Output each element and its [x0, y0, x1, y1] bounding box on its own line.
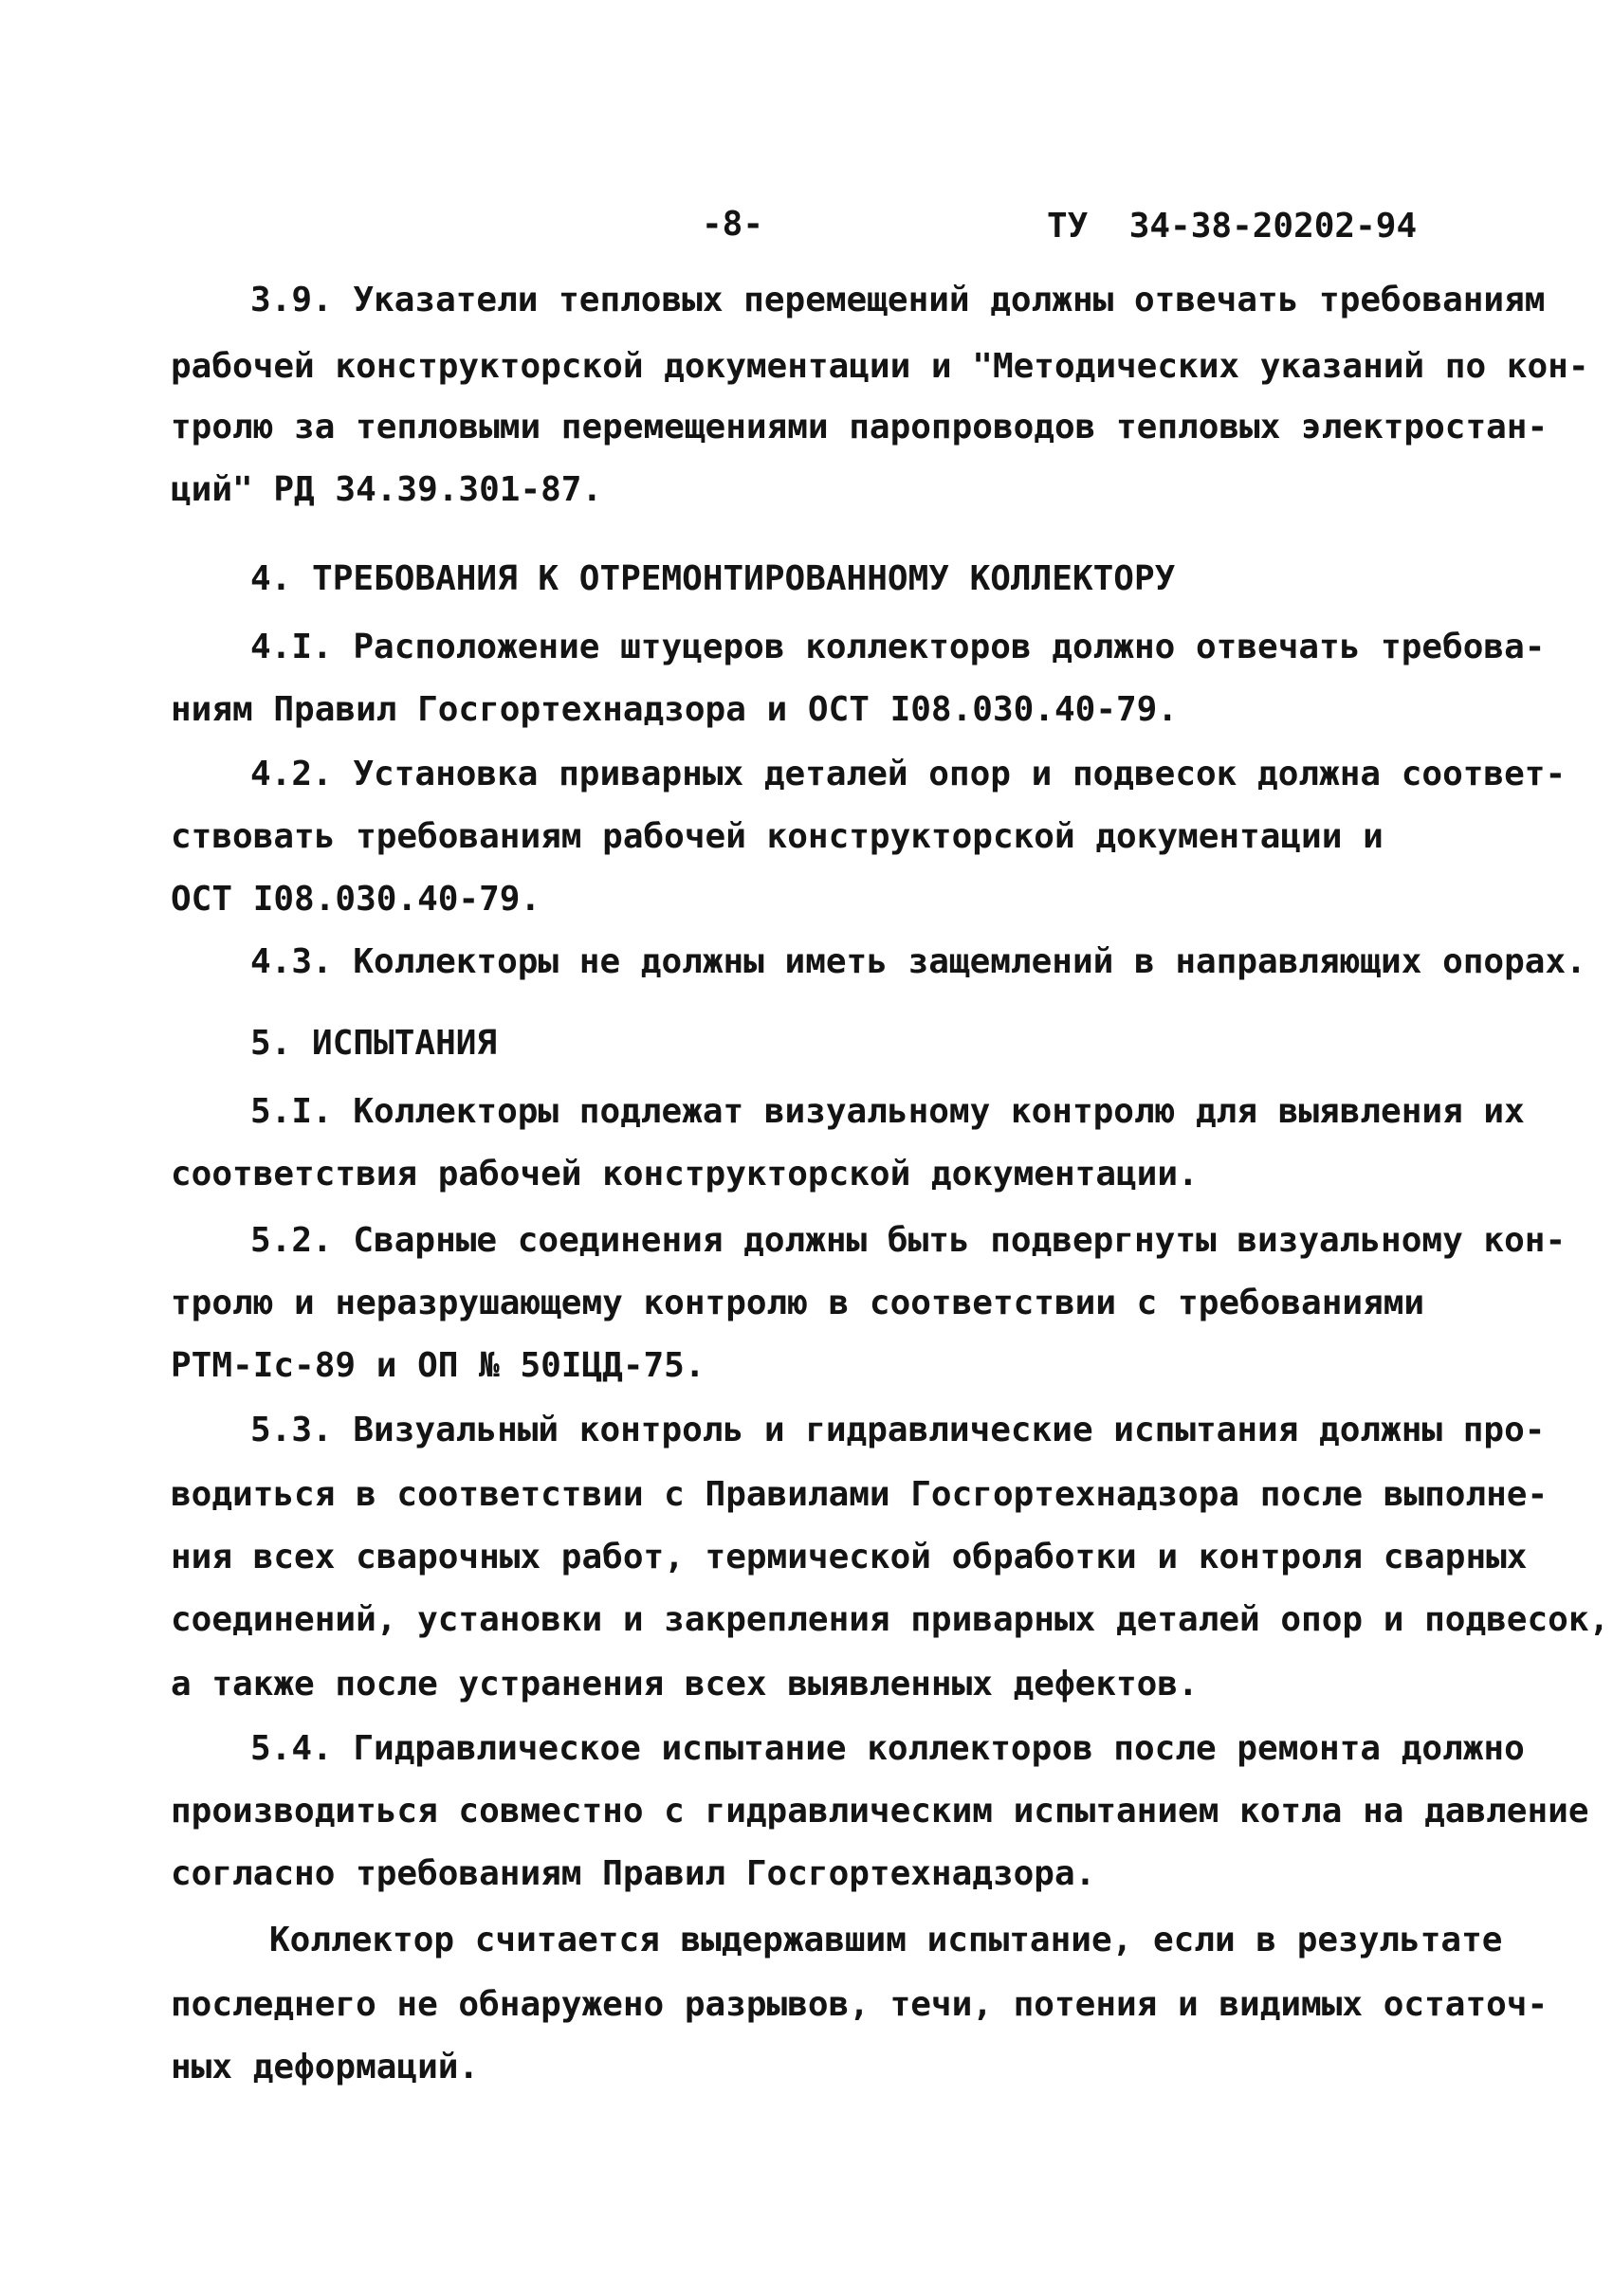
paragraph-4-2-line: ствовать требованиям рабочей конструкторской документации и [171, 817, 1384, 856]
paragraph-5-4-line: 5.4. Гидравлическое испытание коллекторов после ремонта должно [250, 1729, 1525, 1768]
paragraph-4-3-line: 4.3. Коллекторы не должны иметь защемлений в направляющих опорах. [250, 942, 1586, 981]
paragraph-5-3-line: водиться в соответствии с Правилами Госгортехнадзора после выполне- [171, 1475, 1549, 1514]
paragraph-4-2-line: ОСТ I08.030.40-79. [171, 880, 541, 919]
section-4-heading: 4. ТРЕБОВАНИЯ К ОТРЕМОНТИРОВАННОМУ КОЛЛЕКТОРУ [250, 559, 1176, 598]
paragraph-5-1-line: соответствия рабочей конструкторской документации. [171, 1155, 1199, 1194]
paragraph-3-9-line: 3.9. Указатели тепловых перемещений должны отвечать требованиям [250, 281, 1546, 319]
paragraph-4-1-line: ниям Правил Госгортехнадзора и ОСТ I08.030.40-79. [171, 690, 1179, 729]
paragraph-test-result-line: Коллектор считается выдержавшим испытание, если в результате [269, 1921, 1503, 1959]
paragraph-5-2-line: тролю и неразрушающему контролю в соответствии с требованиями [171, 1284, 1425, 1322]
paragraph-5-3-line: а также после устранения всех выявленных дефектов. [171, 1665, 1199, 1704]
paragraph-3-9-line: тролю за тепловыми перемещениями паропроводов тепловых электростан- [171, 408, 1549, 446]
paragraph-3-9-line: рабочей конструкторской документации и "Методических указаний по кон- [171, 347, 1589, 386]
paragraph-5-3-line: 5.3. Визуальный контроль и гидравлические испытания должны про- [250, 1411, 1546, 1449]
paragraph-5-2-line: 5.2. Сварные соединения должны быть подвергнуты визуальному кон- [250, 1221, 1567, 1260]
paragraph-5-1-line: 5.I. Коллекторы подлежат визуальному контролю для выявления их [250, 1092, 1525, 1131]
section-5-heading: 5. ИСПЫТАНИЯ [250, 1024, 498, 1063]
paragraph-4-2-line: 4.2. Установка приварных деталей опор и подвесок должна соответ- [250, 755, 1567, 793]
paragraph-5-2-line: РТМ-Iс-89 и ОП № 50IЦД-75. [171, 1346, 706, 1385]
paragraph-4-1-line: 4.I. Расположение штуцеров коллекторов должно отвечать требова- [250, 628, 1546, 666]
paragraph-5-3-line: ния всех сварочных работ, термической обработки и контроля сварных [171, 1538, 1528, 1576]
paragraph-5-4-line: согласно требованиям Правил Госгортехнадзора. [171, 1854, 1096, 1893]
document-code: ТУ 34-38-20202-94 [1047, 207, 1418, 246]
paragraph-test-result-line: ных деформаций. [171, 2048, 480, 2086]
paragraph-5-3-line: соединений, установки и закрепления приварных деталей опор и подвесок, [171, 1600, 1610, 1639]
page-number: -8- [702, 205, 764, 244]
paragraph-test-result-line: последнего не обнаружено разрывов, течи, потения и видимых остаточ- [171, 1985, 1549, 2024]
paragraph-3-9-line: ций" РД 34.39.301-87. [171, 470, 603, 509]
paragraph-5-4-line: производиться совместно с гидравлическим испытанием котла на давление [171, 1792, 1589, 1831]
